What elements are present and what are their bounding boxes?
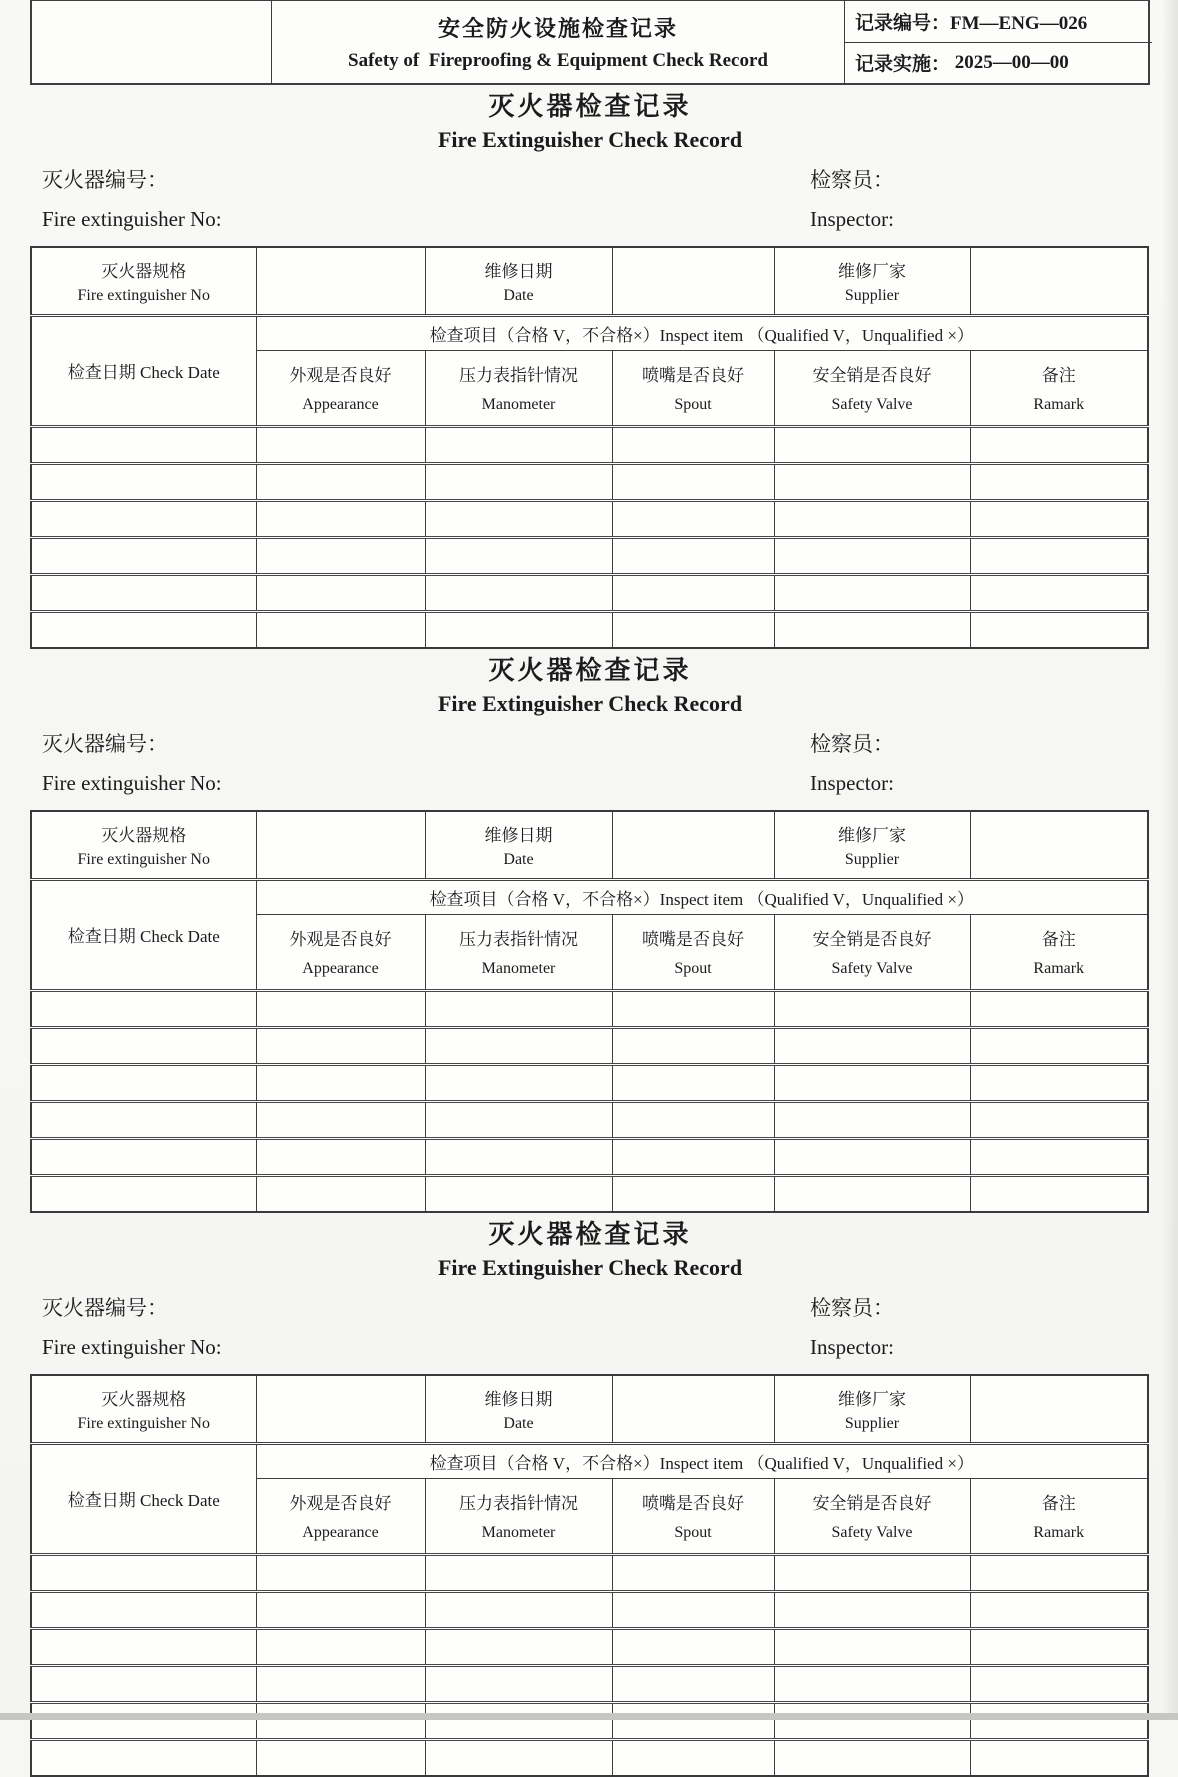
check-date-label: 检查日期 Check Date — [67, 1491, 220, 1510]
empty-cell — [612, 1665, 774, 1702]
empty-cell — [774, 1175, 970, 1212]
spec-label-en: Fire extinguisher No — [77, 1414, 210, 1432]
extinguisher-no-label-zh: 灭火器编号： — [42, 168, 168, 192]
empty-cell — [774, 1138, 970, 1175]
empty-row — [31, 463, 1148, 500]
empty-row — [31, 426, 1148, 463]
supplier-label-en: Supplier — [844, 286, 900, 304]
empty-cell — [425, 463, 612, 500]
extinguisher-no-label-en: Fire extinguisher No: — [42, 207, 222, 231]
check-date-label: 检查日期 Check Date — [67, 363, 220, 382]
record-section-1 — [30, 91, 1150, 649]
manometer-label-en: Manometer — [481, 395, 556, 413]
remark-header-cell — [970, 350, 1148, 426]
record-date-value: 2025—00—00 — [954, 51, 1069, 73]
empty-cell — [612, 1628, 774, 1665]
spec-row — [31, 811, 1148, 879]
empty-cell — [612, 611, 774, 648]
safety-valve-label-en: Safety Valve — [831, 1523, 913, 1541]
empty-cell — [612, 1554, 774, 1591]
appearance-label-zh: 外观是否良好 — [289, 1494, 392, 1514]
empty-row — [31, 500, 1148, 537]
empty-cell — [425, 1591, 612, 1628]
empty-cell — [31, 500, 256, 537]
empty-row — [31, 574, 1148, 611]
extinguisher-no-label-zh: 灭火器编号： — [42, 732, 168, 756]
empty-cell — [425, 1702, 612, 1739]
record-section-2 — [30, 655, 1150, 1213]
empty-cell — [612, 537, 774, 574]
spec-label-zh: 灭火器规格 — [101, 825, 187, 845]
empty-cell — [31, 990, 256, 1027]
empty-cell — [31, 537, 256, 574]
check-date-header-cell — [31, 315, 256, 426]
inspect-item-cell — [256, 1443, 1148, 1478]
empty-cell — [970, 1138, 1148, 1175]
record-section-3 — [30, 1219, 1150, 1777]
empty-cell — [612, 1591, 774, 1628]
section-meta-line-zh — [30, 722, 1150, 760]
section-title-zh: 灭火器检查记录 — [488, 92, 692, 121]
empty-cell — [774, 463, 970, 500]
spec-header-cell — [31, 1375, 256, 1443]
remark-label-zh: 备注 — [1041, 930, 1076, 950]
empty-cell — [425, 500, 612, 537]
date-header-cell — [425, 247, 612, 315]
empty-cell — [425, 574, 612, 611]
empty-row — [31, 1739, 1148, 1776]
empty-cell — [774, 1628, 970, 1665]
check-date-label: 检查日期 Check Date — [67, 927, 220, 946]
empty-cell — [31, 574, 256, 611]
empty-cell — [31, 1702, 256, 1739]
inspect-item-cell — [256, 879, 1148, 914]
empty-cell — [774, 1554, 970, 1591]
empty-cell — [256, 1138, 425, 1175]
empty-cell — [970, 1027, 1148, 1064]
empty-cell — [970, 426, 1148, 463]
spout-header-cell — [612, 914, 774, 990]
section-title-zh: 灭火器检查记录 — [488, 656, 692, 685]
empty-row — [31, 1665, 1148, 1702]
empty-cell — [970, 1064, 1148, 1101]
empty-cell — [774, 1591, 970, 1628]
record-number: 记录编号：FM—ENG—026 — [855, 12, 1088, 34]
inspect-item-label: 检查项目（合格 V，不合格×）Inspect item （Qualified V，Unqualified ×） — [429, 889, 974, 909]
empty-cell — [612, 1702, 774, 1739]
manometer-header-cell — [425, 350, 612, 426]
empty-cell — [774, 990, 970, 1027]
inspect-item-label: 检查项目（合格 V，不合格×）Inspect item （Qualified V，Unqualified ×） — [429, 325, 974, 345]
empty-cell — [612, 426, 774, 463]
section-title-en: Fire Extinguisher Check Record — [437, 691, 743, 716]
empty-row — [31, 1554, 1148, 1591]
appearance-label-en: Appearance — [302, 1523, 379, 1541]
form-meta-cell — [845, 1, 1152, 83]
empty-row — [31, 1064, 1148, 1101]
supplier-header-cell — [774, 247, 970, 315]
empty-cell — [31, 463, 256, 500]
empty-cell — [774, 1739, 970, 1776]
empty-cell — [31, 1739, 256, 1776]
empty-cell — [31, 1175, 256, 1212]
spec-row — [31, 247, 1148, 315]
document-content — [30, 0, 1150, 1777]
empty-row — [31, 537, 1148, 574]
empty-cell — [425, 1628, 612, 1665]
section-meta-line-en — [30, 1324, 1150, 1362]
supplier-label-en: Supplier — [844, 850, 900, 868]
check-date-header-cell — [31, 879, 256, 990]
empty-cell — [970, 1101, 1148, 1138]
logo-cell — [32, 1, 272, 83]
remark-label-en: Ramark — [1033, 395, 1085, 413]
manometer-label-zh: 压力表指针情况 — [459, 1494, 578, 1514]
manometer-header-cell — [425, 1478, 612, 1554]
spout-header-cell — [612, 1478, 774, 1554]
empty-cell — [425, 1175, 612, 1212]
empty-cell — [256, 500, 425, 537]
remark-header-cell — [970, 1478, 1148, 1554]
safety-valve-header-cell — [774, 350, 970, 426]
empty-cell — [425, 1101, 612, 1138]
inspect-item-row — [31, 879, 1148, 914]
empty-cell — [31, 1665, 256, 1702]
empty-cell — [970, 990, 1148, 1027]
empty-cell — [774, 500, 970, 537]
record-date-label: 记录实施： — [855, 54, 951, 76]
inspect-item-cell — [256, 315, 1148, 350]
inspect-item-row — [31, 315, 1148, 350]
empty-cell — [256, 1064, 425, 1101]
extinguisher-no-label-zh: 灭火器编号： — [42, 1296, 168, 1320]
section-title-en: Fire Extinguisher Check Record — [437, 1255, 743, 1280]
empty-cell — [256, 463, 425, 500]
spec-header-cell — [31, 811, 256, 879]
remark-label-zh: 备注 — [1041, 1494, 1076, 1514]
empty-row — [31, 1101, 1148, 1138]
empty-cell — [31, 1554, 256, 1591]
supplier-label-en: Supplier — [844, 1414, 900, 1432]
empty-cell — [970, 1554, 1148, 1591]
appearance-label-en: Appearance — [302, 395, 379, 413]
empty-cell — [612, 1175, 774, 1212]
empty-cell — [256, 574, 425, 611]
empty-cell — [31, 1591, 256, 1628]
check-date-header-cell — [31, 1443, 256, 1554]
section-meta-line-en — [30, 196, 1150, 234]
empty-row — [31, 1628, 1148, 1665]
date-header-cell — [425, 811, 612, 879]
date-label-zh: 维修日期 — [484, 1389, 553, 1409]
manometer-label-zh: 压力表指针情况 — [459, 930, 578, 950]
empty-cell — [425, 1064, 612, 1101]
empty-cell — [256, 1027, 425, 1064]
manometer-label-en: Manometer — [481, 1523, 556, 1541]
section-meta-line-zh — [30, 158, 1150, 196]
inspector-label-en: Inspector: — [810, 771, 894, 795]
empty-cell — [256, 1739, 425, 1776]
appearance-header-cell — [256, 1478, 425, 1554]
empty-cell — [612, 1138, 774, 1175]
empty-cell — [774, 426, 970, 463]
check-table — [30, 246, 1149, 649]
form-title-en: Safety of Fireproofing & Equipment Check Record — [348, 50, 768, 71]
empty-cell — [425, 1665, 612, 1702]
supplier-value-cell — [970, 1375, 1148, 1443]
empty-cell — [425, 537, 612, 574]
supplier-label-zh: 维修厂家 — [838, 825, 906, 845]
scan-edge-right — [1162, 0, 1178, 1720]
spout-label-zh: 喷嘴是否良好 — [642, 930, 744, 950]
empty-cell — [970, 500, 1148, 537]
inspector-label-en: Inspector: — [810, 207, 894, 231]
empty-cell — [612, 1101, 774, 1138]
empty-cell — [256, 1175, 425, 1212]
empty-cell — [774, 1665, 970, 1702]
supplier-header-cell — [774, 811, 970, 879]
empty-cell — [774, 611, 970, 648]
supplier-label-zh: 维修厂家 — [838, 1389, 906, 1409]
empty-cell — [256, 426, 425, 463]
spec-value-cell — [256, 811, 425, 879]
empty-row — [31, 990, 1148, 1027]
manometer-header-cell — [425, 914, 612, 990]
section-meta-line-zh — [30, 1286, 1150, 1324]
extinguisher-no-label-en: Fire extinguisher No: — [42, 771, 222, 795]
date-value-cell — [612, 811, 774, 879]
empty-cell — [970, 574, 1148, 611]
empty-cell — [256, 537, 425, 574]
supplier-value-cell — [970, 811, 1148, 879]
empty-cell — [31, 1101, 256, 1138]
empty-row — [31, 1175, 1148, 1212]
spout-label-en: Spout — [674, 1523, 712, 1541]
manometer-label-zh: 压力表指针情况 — [459, 366, 578, 386]
empty-cell — [612, 463, 774, 500]
empty-cell — [612, 574, 774, 611]
empty-cell — [970, 1665, 1148, 1702]
empty-cell — [970, 1591, 1148, 1628]
empty-cell — [31, 1027, 256, 1064]
empty-cell — [970, 1628, 1148, 1665]
empty-row — [31, 1027, 1148, 1064]
section-title-zh: 灭火器检查记录 — [488, 1220, 692, 1249]
inspector-label-zh: 检察员： — [810, 732, 894, 756]
remark-label-en: Ramark — [1033, 959, 1085, 977]
empty-cell — [31, 1628, 256, 1665]
inspector-label-zh: 检察员： — [810, 168, 894, 192]
empty-cell — [774, 1702, 970, 1739]
empty-cell — [612, 990, 774, 1027]
empty-cell — [256, 1702, 425, 1739]
section-meta-line-en — [30, 760, 1150, 798]
empty-cell — [256, 1554, 425, 1591]
safety-valve-label-zh: 安全销是否良好 — [812, 930, 932, 950]
spec-row — [31, 1375, 1148, 1443]
spec-header-cell — [31, 247, 256, 315]
empty-cell — [425, 990, 612, 1027]
spec-label-zh: 灭火器规格 — [101, 1389, 187, 1409]
spec-label-en: Fire extinguisher No — [77, 286, 210, 304]
remark-header-cell — [970, 914, 1148, 990]
empty-cell — [425, 1554, 612, 1591]
empty-cell — [256, 1665, 425, 1702]
empty-cell — [256, 1628, 425, 1665]
spout-label-en: Spout — [674, 959, 712, 977]
empty-cell — [774, 574, 970, 611]
empty-row — [31, 1702, 1148, 1739]
empty-cell — [970, 1702, 1148, 1739]
empty-cell — [612, 1027, 774, 1064]
form-header — [30, 0, 1150, 85]
supplier-value-cell — [970, 247, 1148, 315]
spout-label-en: Spout — [674, 395, 712, 413]
date-header-cell — [425, 1375, 612, 1443]
safety-valve-header-cell — [774, 1478, 970, 1554]
empty-cell — [31, 611, 256, 648]
record-date — [845, 42, 1152, 84]
empty-cell — [970, 1175, 1148, 1212]
appearance-label-zh: 外观是否良好 — [289, 930, 392, 950]
empty-row — [31, 1138, 1148, 1175]
date-label-en: Date — [503, 286, 534, 304]
empty-cell — [612, 500, 774, 537]
empty-cell — [774, 1064, 970, 1101]
spec-value-cell — [256, 1375, 425, 1443]
empty-cell — [425, 611, 612, 648]
spec-value-cell — [256, 247, 425, 315]
inspect-item-row — [31, 1443, 1148, 1478]
appearance-header-cell — [256, 914, 425, 990]
manometer-label-en: Manometer — [481, 959, 556, 977]
empty-cell — [612, 1739, 774, 1776]
scan-edge-bottom — [0, 1713, 1178, 1720]
empty-cell — [256, 1101, 425, 1138]
empty-cell — [31, 1138, 256, 1175]
empty-cell — [425, 426, 612, 463]
appearance-label-zh: 外观是否良好 — [289, 366, 392, 386]
empty-cell — [970, 611, 1148, 648]
date-label-en: Date — [503, 850, 534, 868]
safety-valve-label-en: Safety Valve — [831, 395, 913, 413]
spout-header-cell — [612, 350, 774, 426]
empty-cell — [256, 611, 425, 648]
check-table — [30, 810, 1149, 1213]
spec-label-en: Fire extinguisher No — [77, 850, 210, 868]
date-label-en: Date — [503, 1414, 534, 1432]
empty-cell — [970, 537, 1148, 574]
empty-row — [31, 1591, 1148, 1628]
spout-label-zh: 喷嘴是否良好 — [642, 366, 744, 386]
empty-cell — [774, 1027, 970, 1064]
empty-cell — [774, 537, 970, 574]
empty-cell — [425, 1739, 612, 1776]
empty-cell — [970, 1739, 1148, 1776]
empty-cell — [774, 1101, 970, 1138]
supplier-label-zh: 维修厂家 — [838, 261, 906, 281]
date-value-cell — [612, 247, 774, 315]
form-title-zh: 安全防火设施检查记录 — [437, 16, 678, 41]
empty-cell — [425, 1138, 612, 1175]
safety-valve-label-en: Safety Valve — [831, 959, 913, 977]
inspect-item-label: 检查项目（合格 V，不合格×）Inspect item （Qualified V，Unqualified ×） — [429, 1453, 974, 1473]
appearance-label-en: Appearance — [302, 959, 379, 977]
supplier-header-cell — [774, 1375, 970, 1443]
empty-cell — [970, 463, 1148, 500]
appearance-header-cell — [256, 350, 425, 426]
remark-label-en: Ramark — [1033, 1523, 1085, 1541]
remark-label-zh: 备注 — [1041, 366, 1076, 386]
spout-label-zh: 喷嘴是否良好 — [642, 1494, 744, 1514]
empty-cell — [256, 1591, 425, 1628]
safety-valve-header-cell — [774, 914, 970, 990]
form-title-cell — [272, 1, 845, 83]
empty-row — [31, 611, 1148, 648]
safety-valve-label-zh: 安全销是否良好 — [812, 1494, 932, 1514]
empty-cell — [31, 426, 256, 463]
inspector-label-en: Inspector: — [810, 1335, 894, 1359]
date-value-cell — [612, 1375, 774, 1443]
empty-cell — [256, 990, 425, 1027]
date-label-zh: 维修日期 — [484, 261, 553, 281]
date-label-zh: 维修日期 — [484, 825, 553, 845]
empty-cell — [425, 1027, 612, 1064]
inspector-label-zh: 检察员： — [810, 1296, 894, 1320]
safety-valve-label-zh: 安全销是否良好 — [812, 366, 932, 386]
empty-cell — [31, 1064, 256, 1101]
section-title-en: Fire Extinguisher Check Record — [437, 127, 743, 152]
spec-label-zh: 灭火器规格 — [101, 261, 187, 281]
extinguisher-no-label-en: Fire extinguisher No: — [42, 1335, 222, 1359]
empty-cell — [612, 1064, 774, 1101]
